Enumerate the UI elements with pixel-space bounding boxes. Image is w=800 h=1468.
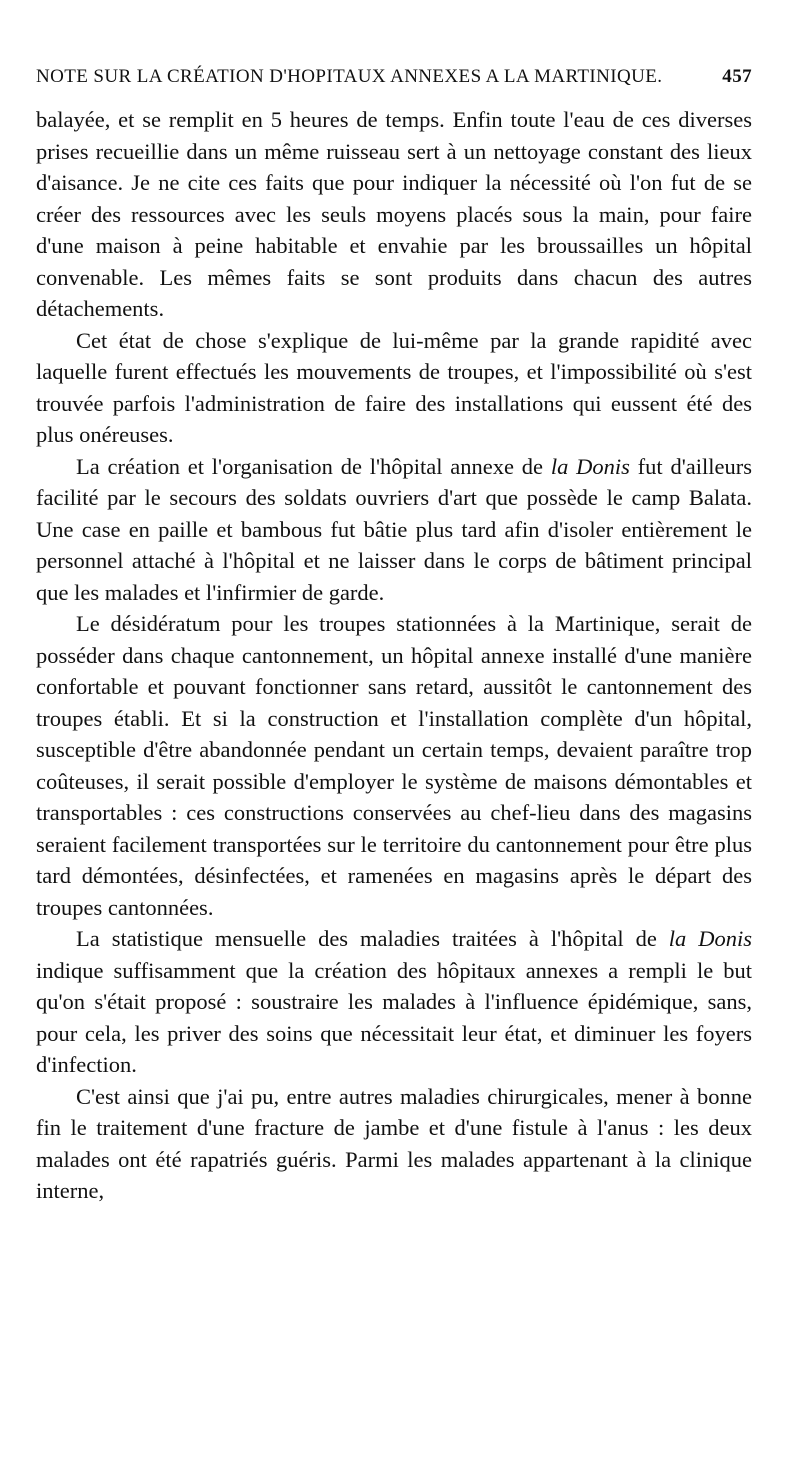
paragraph [36,1081,752,1207]
paragraph [36,608,752,923]
place-name-italic: la Donis [668,926,752,951]
body-text [36,104,752,1207]
text-segment: La statistique mensuelle des maladies traitées à l'hôpital de [76,926,669,951]
paragraph [36,104,752,325]
text-segment: Cet état de chose s'explique de lui-même par la grande rapidité avec laquelle furent effectués les mouvements de troupes, et l'impossibilité où s'est trouvée parfois l'administration de faire des installations qui eussent été des plus onéreuses. [36,327,752,447]
place-name-italic: la Donis [550,453,630,479]
text-segment: indique suffisamment que la création des hôpitaux annexes a rempli le but qu'on s'était proposé : soustraire les malades à l'influence épidémique, sans, pour cela, les priver des soins que nécessitait leur état, et diminuer les foyers d'infection. [36,957,752,1077]
text-segment: La création et l'organisation de l'hôpital annexe de [76,453,551,479]
page-number: 457 [722,66,752,87]
running-header [36,66,752,98]
text-segment: C'est ainsi que j'ai pu, entre autres maladies chirurgicales, mener à bonne fin le traitement d'une fracture de jambe et d'une fistule à l'anus : les deux malades ont été rapatriés guéris. Parmi les malades appartenant à la clinique interne, [36,1083,752,1203]
paragraph [36,451,752,609]
text-segment: fut d'ailleurs facilité par le secours des soldats ouvriers d'art que possède le camp Balata. Une case en paille et bambous fut bâtie plus tard afin d'isoler entièrement le personnel attaché à l'hôpital et ne laisser dans le corps de bâtiment principal que les malades et l'infirmier de garde. [36,453,752,605]
paragraph [36,325,752,451]
running-title: NOTE SUR LA CRÉATION D'HOPITAUX ANNEXES A LA MARTINIQUE. [36,66,663,87]
text-segment: Le désidératum pour les troupes stationnées à la Martinique, serait de posséder dans chaque cantonnement, un hôpital annexe installé d'une manière confortable et pouvant fonctionner sans retard, aussitôt le cantonnement des troupes établi. Et si la construction et l'installation complète d'un hôpital, susceptible d'être abandonnée pendant un certain temps, devaient paraître trop coûteuses, il serait possible d'employer le système de maisons démontables et transportables : ces constructions conservées au chef-lieu dans des magasins seraient facilement transportées sur le territoire du cantonnement pour être plus tard démontées, désinfectées, et ramenées en magasins après le départ des troupes cantonnées. [36,611,752,920]
text-segment: balayée, et se remplit en 5 heures de temps. Enfin toute l'eau de ces diverses prises recueillie dans un même ruisseau sert à un nettoyage constant des lieux d'aisance. Je ne cite ces faits que pour indiquer la nécessité où l'on fut de se créer des ressources avec les seuls moyens placés sous la main, pour faire d'une maison à peine habitable et envahie par les broussailles un hôpital convenable. Les mêmes faits se sont produits dans chacun des autres détachements. [36,107,752,321]
paragraph [36,923,752,1081]
